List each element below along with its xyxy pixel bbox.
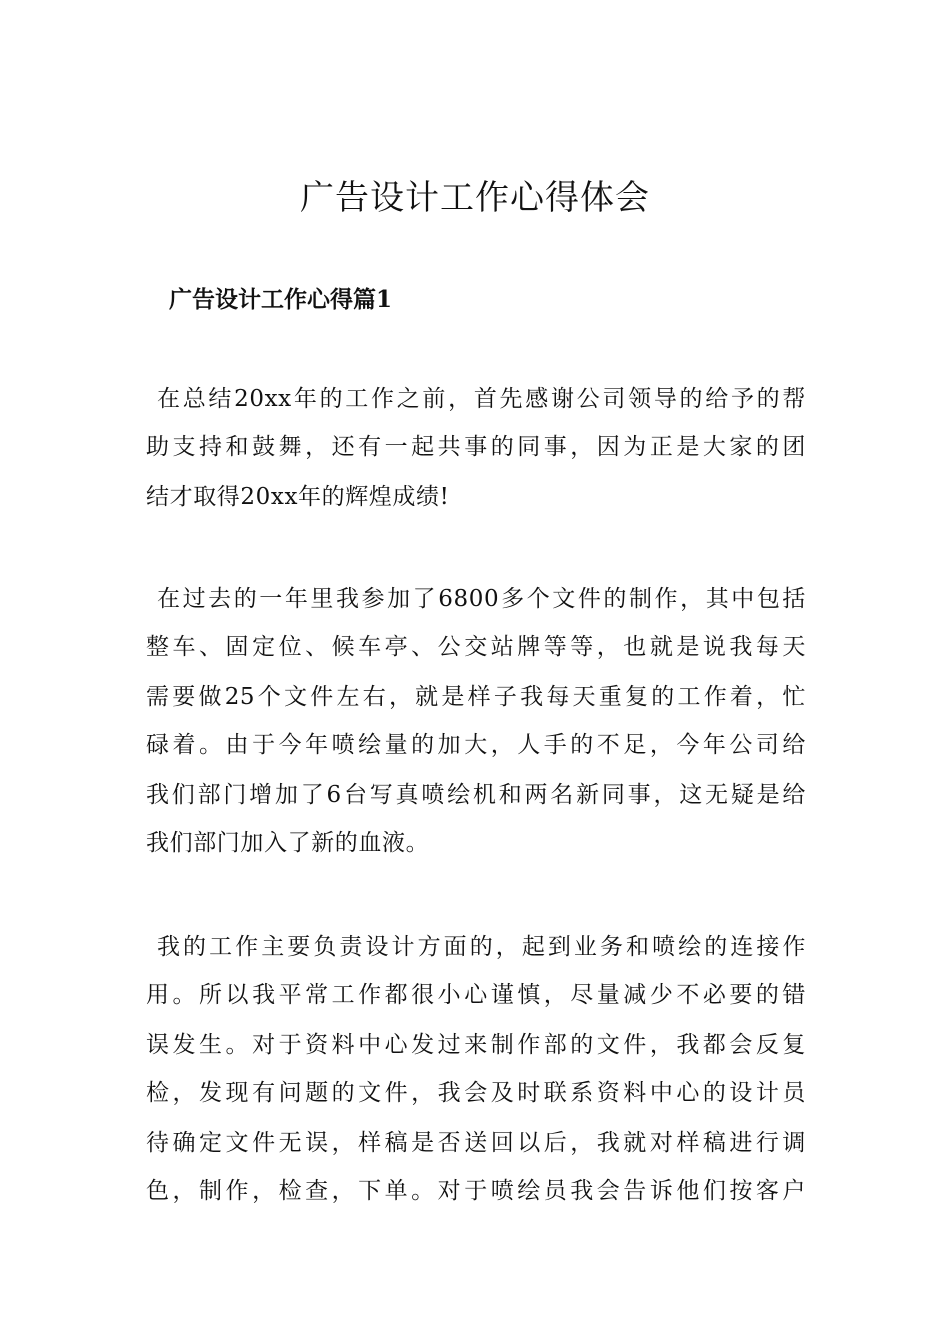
paragraph-1-line-1: 在总结20xx年的工作之前，首先感谢公司领导的给予的帮 bbox=[157, 386, 806, 412]
paragraph-3-line-3: 误发生。对于资料中心发过来制作部的文件，我都会反复 bbox=[146, 1032, 806, 1058]
paragraph-3-line-2: 用。所以我平常工作都很小心谨慎，尽量减少不必要的错 bbox=[146, 982, 806, 1008]
paragraph-3-line-5: 待确定文件无误，样稿是否送回以后，我就对样稿进行调 bbox=[146, 1130, 806, 1156]
paragraph-2-line-5: 我们部门增加了6台写真喷绘机和两名新同事，这无疑是给 bbox=[146, 782, 806, 808]
paragraph-1-line-3: 结才取得20xx年的辉煌成绩! bbox=[146, 484, 450, 510]
paragraph-2-line-6: 我们部门加入了新的血液。 bbox=[146, 830, 430, 856]
paragraph-3-line-4: 检，发现有问题的文件，我会及时联系资料中心的设计员 bbox=[146, 1080, 806, 1106]
document-title: 广告设计工作心得体会 bbox=[300, 178, 650, 218]
paragraph-2-line-2: 整车、固定位、候车亭、公交站牌等等，也就是说我每天 bbox=[146, 634, 806, 660]
paragraph-2-line-1: 在过去的一年里我参加了6800多个文件的制作，其中包括 bbox=[157, 586, 806, 612]
paragraph-3-line-6: 色，制作，检查，下单。对于喷绘员我会告诉他们按客户 bbox=[146, 1178, 806, 1204]
section-heading: 广告设计工作心得篇1 bbox=[169, 286, 393, 313]
paragraph-3-line-1: 我的工作主要负责设计方面的，起到业务和喷绘的连接作 bbox=[157, 934, 806, 960]
paragraph-2-line-4: 碌着。由于今年喷绘量的加大，人手的不足，今年公司给 bbox=[146, 732, 806, 758]
paragraph-2-line-3: 需要做25个文件左右，就是样子我每天重复的工作着，忙 bbox=[146, 684, 806, 710]
paragraph-1-line-2: 助支持和鼓舞，还有一起共事的同事，因为正是大家的团 bbox=[146, 434, 806, 460]
